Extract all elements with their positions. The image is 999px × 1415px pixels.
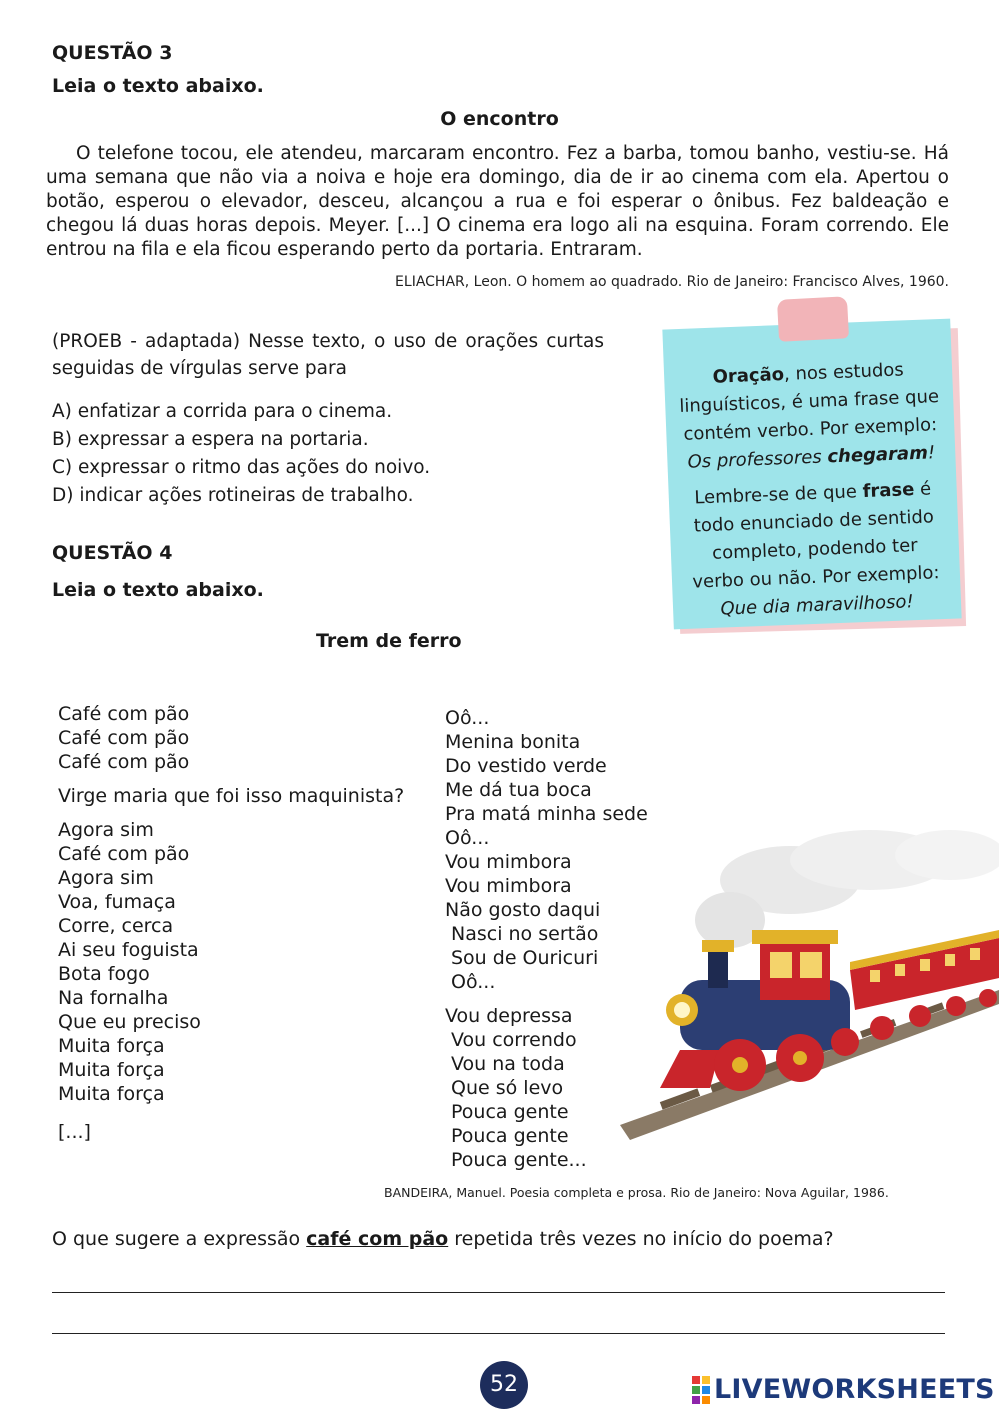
poem-line: Do vestido verde	[445, 755, 607, 777]
brand-name: LIVEWORKSHEETS	[714, 1374, 995, 1405]
question-4-prompt	[52, 1228, 834, 1250]
poem-line: Que só levo	[451, 1077, 564, 1099]
note-text-frase-b: é todo enunciado de sentido completo, podendo ter verbo ou não. Por exemplo:	[691, 478, 940, 593]
poem-line: Muita força	[58, 1035, 165, 1057]
note-body	[662, 319, 961, 630]
question-4-expression: café com pão	[306, 1228, 449, 1250]
option-d[interactable]: D) indicar ações rotineiras de trabalho.	[52, 485, 414, 506]
poem-column-2	[445, 706, 648, 1182]
poem-line: Café com pão	[58, 751, 190, 773]
question-3-title: QUESTÃO 3	[52, 42, 173, 64]
note-term-frase: frase	[862, 479, 915, 503]
poem-line: Oô...	[445, 707, 490, 729]
story-title: O encontro	[440, 108, 559, 130]
poem-line: Na fornalha	[58, 987, 169, 1009]
poem-stanza	[445, 706, 648, 994]
poem-line: Voa, fumaça	[58, 891, 176, 913]
story-text: O telefone tocou, ele atendeu, marcaram encontro. Fez a barba, tomou banho, vestiu-se. Há uma semana que não via a noiva e hoje era domingo, dia de ir ao cinema com ela. Apertou o botão, esperou o elevador, desceu, alcançou a rua e foi esperar o ônibus. Fez baldeação e chegou lá duas horas depois. Meyer. [...] O cinema era logo ali na esquina. Foram correndo. Ele entrou na fila e ela ficou esperando perto da portaria. Entraram.	[46, 143, 949, 260]
note-text-oracao: , nos estudos linguísticos, é uma frase que contém verbo. Por exemplo:	[679, 359, 940, 445]
question-4-prompt-b: repetida três vezes no início do poema?	[448, 1228, 834, 1250]
poem-stanza	[58, 702, 404, 774]
note-example-1-verb: chegaram	[827, 442, 929, 468]
poem-title: Trem de ferro	[316, 630, 462, 652]
poem-line: Oô...	[445, 827, 490, 849]
poem-line: Vou mimbora	[445, 875, 572, 897]
question-4-title: QUESTÃO 4	[52, 542, 173, 564]
poem-stanza	[58, 784, 404, 808]
option-a[interactable]: A) enfatizar a corrida para o cinema.	[52, 401, 393, 422]
answer-line-1[interactable]	[52, 1292, 945, 1293]
poem-ellipsis: [...]	[58, 1121, 91, 1143]
note-term-oracao: Oração	[712, 364, 785, 388]
note-text-frase-a: Lembre-se de que	[693, 481, 864, 509]
poem-line: Pouca gente	[451, 1125, 569, 1147]
poem-line: Vou depressa	[445, 1005, 573, 1027]
poem-line: Que eu preciso	[58, 1011, 201, 1033]
poem-line: Nasci no sertão	[451, 923, 599, 945]
liveworksheets-logo	[692, 1374, 995, 1405]
poem-line: Café com pão	[58, 843, 190, 865]
poem-line: Pouca gente	[451, 1101, 569, 1123]
note-example-2: Que dia maravilhoso!	[720, 591, 914, 620]
question-4-prompt-a: O que sugere a expressão	[52, 1228, 307, 1250]
note-paragraph-oracao	[678, 355, 942, 477]
poem-source: BANDEIRA, Manuel. Poesia completa e prosa. Rio de Janeiro: Nova Aguilar, 1986.	[384, 1185, 889, 1200]
poem-line: Agora sim	[58, 867, 154, 889]
poem-line: Vou correndo	[451, 1029, 577, 1051]
poem-line: Menina bonita	[445, 731, 581, 753]
question-3-prompt: (PROEB - adaptada) Nesse texto, o uso de orações curtas seguidas de vírgulas serve para	[52, 331, 604, 379]
poem-line: Ai seu foguista	[58, 939, 199, 961]
poem-line: Vou mimbora	[445, 851, 572, 873]
note-example-1b: !	[927, 442, 936, 464]
poem-stanza	[445, 1004, 648, 1172]
note-example-1a: Os professores	[687, 446, 828, 473]
poem-line: Muita força	[58, 1083, 165, 1105]
poem-line: Sou de Ouricuri	[451, 947, 599, 969]
poem-line: Virge maria que foi isso maquinista?	[58, 785, 405, 807]
poem-line: Oô...	[451, 971, 496, 993]
poem-line: Agora sim	[58, 819, 154, 841]
poem-line: Café com pão	[58, 703, 190, 725]
story-source: ELIACHAR, Leon. O homem ao quadrado. Rio de Janeiro: Francisco Alves, 1960.	[395, 274, 949, 290]
poem-column-1	[58, 702, 404, 1144]
train-illustration	[620, 820, 999, 1150]
poem-line: Corre, cerca	[58, 915, 174, 937]
note-paragraph-frase	[682, 475, 947, 625]
liveworksheets-logo-icon	[692, 1376, 710, 1404]
tape-icon	[777, 296, 849, 342]
page-number: 52	[480, 1361, 528, 1409]
poem-line: Não gosto daqui	[445, 899, 601, 921]
poem-line: Pouca gente...	[451, 1149, 587, 1171]
question-4-instruction: Leia o texto abaixo.	[52, 579, 264, 601]
poem-line: Vou na toda	[451, 1053, 565, 1075]
poem-line: Muita força	[58, 1059, 165, 1081]
poem-line: Bota fogo	[58, 963, 150, 985]
answer-line-2[interactable]	[52, 1333, 945, 1334]
poem-line: Me dá tua boca	[445, 779, 592, 801]
poem-line: Pra matá minha sede	[445, 803, 648, 825]
question-3-options	[52, 398, 430, 510]
poem-stanza	[58, 818, 404, 1106]
option-c[interactable]: C) expressar o ritmo das ações do noivo.	[52, 457, 431, 478]
option-b[interactable]: B) expressar a espera na portaria.	[52, 429, 369, 450]
poem-line: Café com pão	[58, 727, 190, 749]
question-3-instruction: Leia o texto abaixo.	[52, 75, 264, 97]
definition-note	[666, 298, 966, 638]
